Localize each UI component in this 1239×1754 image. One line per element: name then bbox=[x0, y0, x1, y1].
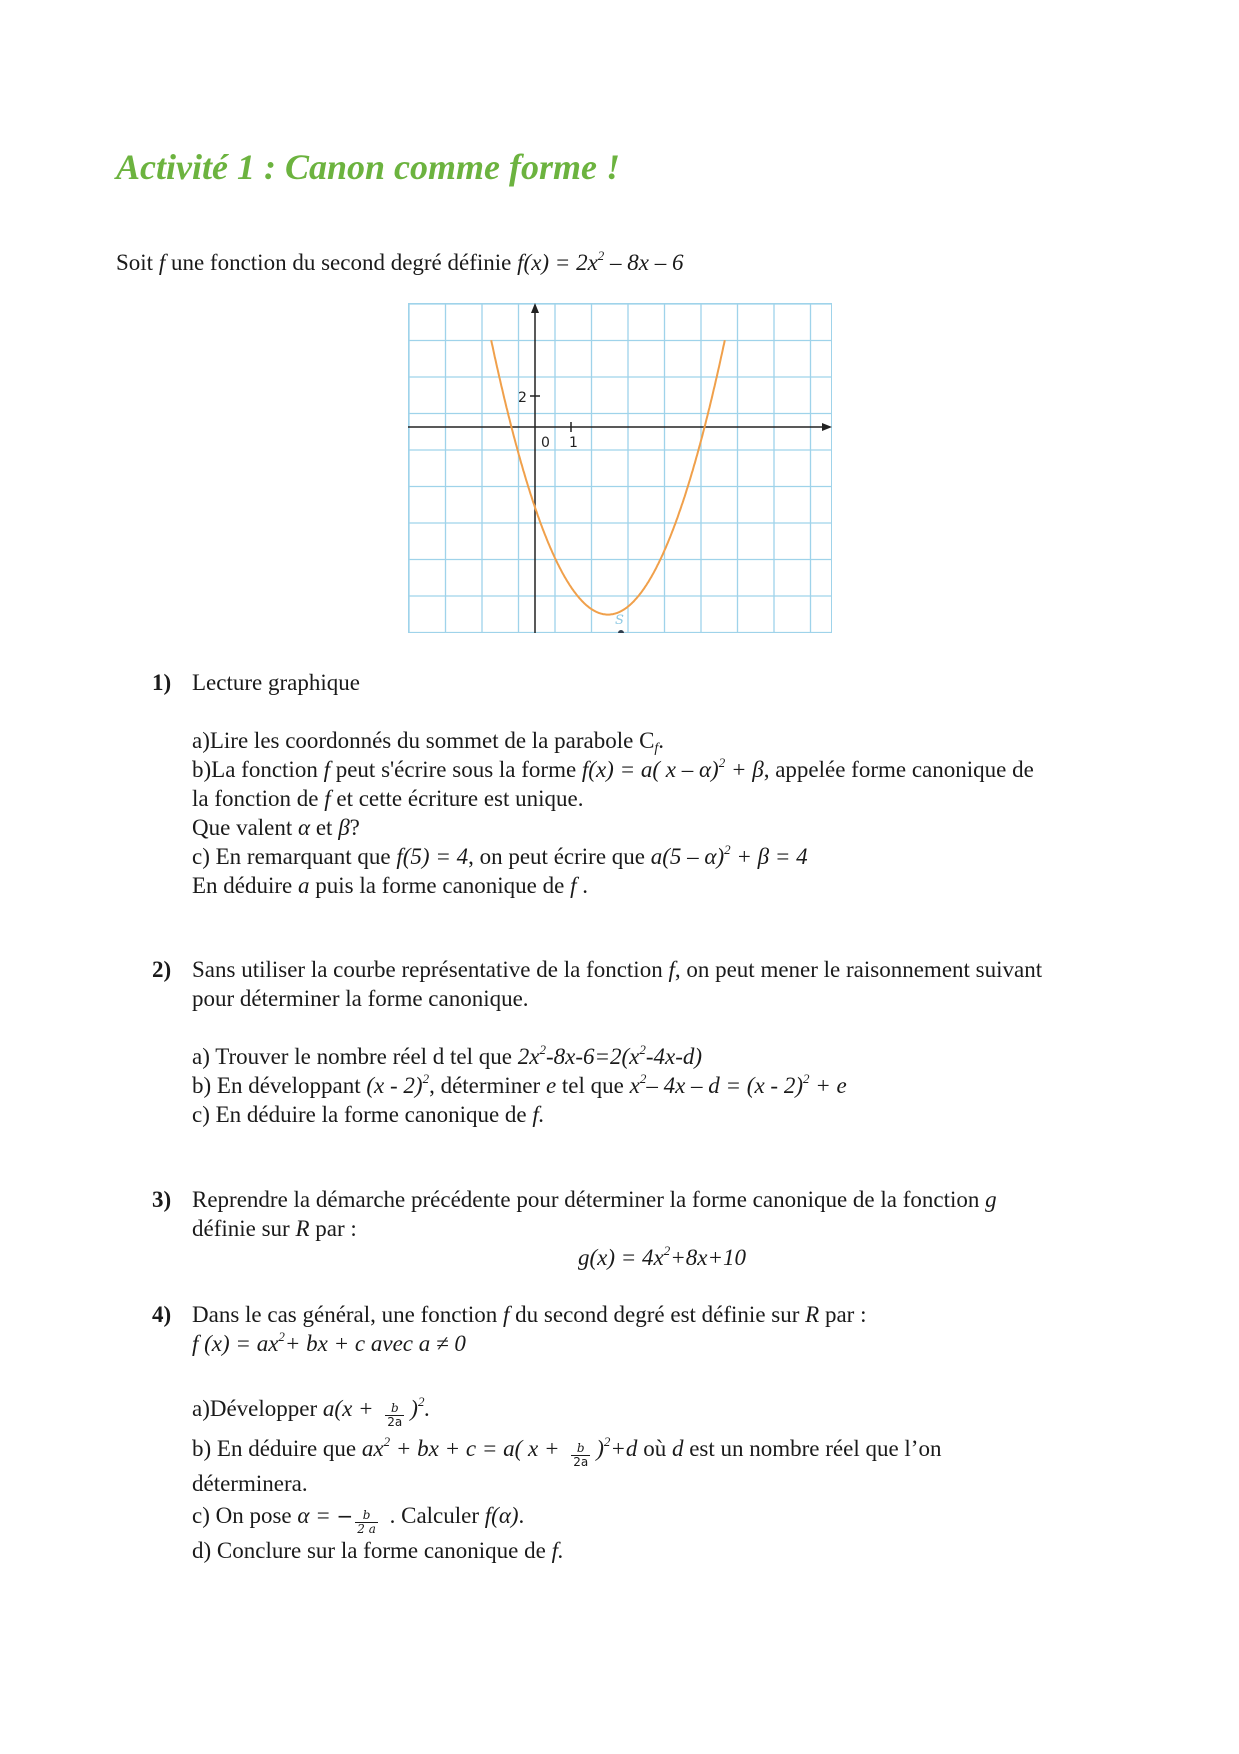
text: définie sur bbox=[192, 1216, 296, 1241]
math: R bbox=[805, 1302, 820, 1327]
denominator: 2a bbox=[573, 1455, 589, 1469]
math: d bbox=[671, 1436, 684, 1461]
section-number: 4) bbox=[152, 1302, 172, 1327]
section-heading: Lecture graphique bbox=[192, 670, 360, 695]
section-2-intro-cont: pour déterminer la forme canonique. bbox=[192, 986, 529, 1011]
fraction bbox=[571, 1442, 590, 1469]
math: -4x-d) bbox=[645, 1044, 703, 1069]
text: c) En déduire la forme canonique de bbox=[192, 1102, 533, 1127]
intro-paragraph bbox=[116, 250, 684, 276]
math: a(x + bbox=[322, 1396, 380, 1421]
text: c) En remarquant que bbox=[192, 844, 397, 869]
text: En déduire bbox=[192, 873, 299, 898]
fraction bbox=[385, 1402, 404, 1429]
text: la fonction de bbox=[192, 786, 325, 811]
exponent: 2 bbox=[803, 1071, 810, 1086]
math: 2x bbox=[517, 1044, 540, 1069]
numerator: b bbox=[385, 1402, 404, 1416]
text: tel que bbox=[556, 1073, 630, 1098]
text: . bbox=[576, 873, 588, 898]
math: f bbox=[668, 957, 675, 982]
text: et bbox=[310, 815, 339, 840]
label-0: 0 bbox=[541, 435, 550, 451]
page-title: Activité 1 : Canon comme forme ! bbox=[116, 147, 620, 187]
exponent: 2 bbox=[417, 1394, 425, 1409]
exponent: 2 bbox=[278, 1329, 285, 1344]
numerator: b bbox=[355, 1509, 378, 1523]
text: puis la forme canonique de bbox=[309, 873, 571, 898]
math: a bbox=[298, 873, 310, 898]
y-axis bbox=[531, 303, 539, 633]
section-2-intro bbox=[192, 955, 1132, 984]
math: ax bbox=[361, 1436, 384, 1461]
question-4d bbox=[192, 1536, 1132, 1565]
math: + bx + c = a( x + bbox=[390, 1436, 566, 1461]
text: Dans le cas général, une fonction bbox=[192, 1302, 504, 1327]
vertex-label: S bbox=[615, 613, 624, 628]
fraction bbox=[355, 1509, 378, 1536]
question-1d bbox=[192, 871, 1132, 900]
math: + β bbox=[725, 757, 764, 782]
question-1c bbox=[192, 842, 1132, 871]
minus-sign: − bbox=[336, 1504, 354, 1528]
section-3-text-cont bbox=[192, 1214, 1132, 1243]
question-4b-cont: déterminera. bbox=[192, 1471, 308, 1496]
text: , on peut mener le raisonnement suivant bbox=[674, 957, 1043, 982]
question-2b bbox=[192, 1071, 1132, 1100]
question-4a bbox=[192, 1392, 1132, 1429]
text: peut s'écrire sous la forme bbox=[329, 757, 582, 782]
math: f bbox=[503, 1302, 510, 1327]
math: f. bbox=[532, 1102, 545, 1127]
math: f bbox=[323, 757, 330, 782]
math: – 4x – d = (x - 2) bbox=[646, 1073, 803, 1098]
question-4c bbox=[192, 1498, 1132, 1536]
section-4-text bbox=[192, 1300, 1132, 1329]
denominator: 2 a bbox=[357, 1522, 376, 1536]
text: ? bbox=[349, 815, 360, 840]
text: c) On pose bbox=[192, 1503, 298, 1528]
text: , déterminer bbox=[429, 1073, 546, 1098]
math: ) bbox=[410, 1396, 418, 1421]
question-1b-cont bbox=[192, 784, 1132, 813]
text: . Calculer bbox=[383, 1503, 485, 1528]
label-1: 1 bbox=[569, 435, 578, 451]
math: + bx + c avec a ≠ 0 bbox=[284, 1331, 466, 1356]
math: . bbox=[424, 1396, 431, 1421]
math: f bbox=[324, 786, 331, 811]
text: b) En déduire que bbox=[192, 1436, 362, 1461]
math: (x - 2) bbox=[366, 1073, 423, 1098]
intro-f: f bbox=[158, 250, 166, 275]
general-form bbox=[192, 1329, 1132, 1358]
text: . bbox=[518, 1503, 525, 1528]
question-4b bbox=[192, 1429, 1132, 1469]
exponent: 2 bbox=[718, 755, 726, 770]
math: a(5 – α) bbox=[650, 844, 725, 869]
exponent: 2 bbox=[383, 1434, 391, 1449]
section-number: 1) bbox=[152, 670, 172, 695]
parabola-curve bbox=[491, 340, 725, 614]
math: R bbox=[295, 1216, 310, 1241]
math: +d bbox=[610, 1436, 638, 1461]
question-1b-ask bbox=[192, 813, 1132, 842]
math: +8x+10 bbox=[670, 1245, 746, 1270]
math: f(α) bbox=[484, 1503, 519, 1528]
exponent: 2 bbox=[724, 842, 731, 857]
exponent: 2 bbox=[639, 1042, 646, 1057]
grid-border bbox=[409, 304, 832, 633]
math: + e bbox=[809, 1073, 847, 1098]
intro-text: Soit bbox=[116, 250, 159, 275]
graph-grid bbox=[408, 303, 832, 633]
math: g(x) = 4x bbox=[577, 1245, 664, 1270]
section-3-text bbox=[192, 1185, 1132, 1214]
question-2c bbox=[192, 1100, 1132, 1129]
math: β bbox=[338, 815, 350, 840]
text: b) En développant bbox=[192, 1073, 367, 1098]
text: , on peut écrire que bbox=[468, 844, 651, 869]
section-number: 2) bbox=[152, 957, 172, 982]
math: e bbox=[545, 1073, 557, 1098]
label-2: 2 bbox=[518, 390, 527, 406]
text: Reprendre la démarche précédente pour déterminer la forme canonique de la fonction bbox=[192, 1187, 986, 1212]
subscript: f bbox=[654, 741, 659, 756]
math: -8x-6=2(x bbox=[545, 1044, 640, 1069]
math: f. bbox=[551, 1538, 564, 1563]
math: x bbox=[629, 1073, 640, 1098]
intro-text-2: une fonction du second degré définie bbox=[165, 250, 518, 275]
intro-exponent: 2 bbox=[597, 248, 605, 263]
text: du second degré est définie sur bbox=[509, 1302, 806, 1327]
text: a) Trouver le nombre réel d tel que bbox=[192, 1044, 518, 1069]
text: a)Lire les coordonnés du sommet de la parabole C bbox=[192, 728, 655, 753]
text: où bbox=[637, 1436, 672, 1461]
text: par : bbox=[309, 1216, 357, 1241]
math: α = bbox=[297, 1503, 337, 1528]
exponent: 2 bbox=[603, 1434, 611, 1449]
intro-expr: f(x) = 2x bbox=[517, 250, 598, 275]
text: d) Conclure sur la forme canonique de bbox=[192, 1538, 552, 1563]
x-axis bbox=[408, 423, 832, 431]
math: f (x) = ax bbox=[192, 1331, 279, 1356]
exponent: 2 bbox=[422, 1071, 430, 1086]
function-g bbox=[192, 1243, 1132, 1272]
exponent: 2 bbox=[639, 1071, 647, 1086]
vertex-point bbox=[618, 630, 624, 633]
text: . bbox=[658, 728, 665, 753]
section-number: 3) bbox=[152, 1187, 172, 1212]
intro-expr-2: – 8x – 6 bbox=[604, 250, 684, 275]
math: f(5) = 4 bbox=[396, 844, 469, 869]
question-2a bbox=[192, 1042, 1132, 1071]
parabola-graph bbox=[408, 303, 832, 633]
question-1a bbox=[192, 726, 1132, 755]
math: + β = 4 bbox=[730, 844, 808, 869]
math: α bbox=[298, 815, 311, 840]
math: f(x) = a( x – α) bbox=[581, 757, 719, 782]
math: g bbox=[985, 1187, 997, 1212]
question-1b bbox=[192, 755, 1132, 784]
text: Sans utiliser la courbe représentative de la fonction bbox=[192, 957, 669, 982]
text: par : bbox=[819, 1302, 867, 1327]
math: ) bbox=[596, 1436, 604, 1461]
text: Que valent bbox=[192, 815, 299, 840]
exponent: 2 bbox=[539, 1042, 546, 1057]
text: et cette écriture est unique. bbox=[330, 786, 584, 811]
text: a)Développer bbox=[192, 1396, 323, 1421]
numerator: b bbox=[571, 1442, 590, 1456]
math: f bbox=[570, 873, 577, 898]
text: , appelée forme canonique de bbox=[763, 757, 1034, 782]
denominator: 2a bbox=[387, 1415, 403, 1429]
exponent: 2 bbox=[663, 1243, 671, 1258]
text: est un nombre réel que l’on bbox=[683, 1436, 942, 1461]
text: b)La fonction bbox=[192, 757, 324, 782]
